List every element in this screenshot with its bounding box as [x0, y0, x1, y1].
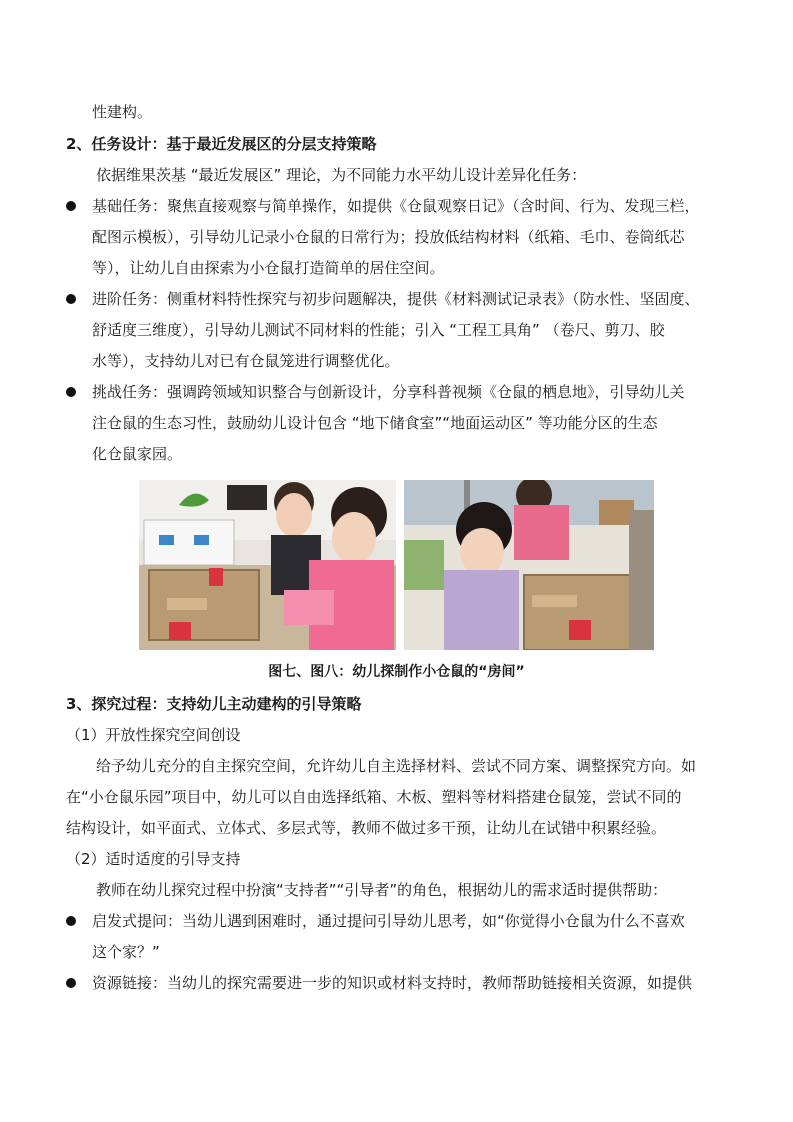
- task-challenge-line-1: 挑战任务：强调跨领域知识整合与创新设计，分享科普视频《仓鼠的栖息地》，引导幼儿关: [92, 383, 685, 401]
- subsection-1-line-1: 给予幼儿充分的自主探究空间，允许幼儿自主选择材料、尝试不同方案、调整探究方向。如: [96, 757, 697, 775]
- photo-figure-7: [139, 480, 396, 650]
- section-2-intro: 依据维果茨基 “最近发展区” 理论，为不同能力水平幼儿设计差异化任务：: [96, 166, 587, 184]
- task-basic-line-2: 配图示模板），引导幼儿记录小仓鼠的日常行为；投放低结构材料（纸箱、毛巾、卷筒纸芯: [92, 228, 685, 246]
- classroom-photo-1: [139, 480, 396, 650]
- subsection-2-intro: 教师在幼儿探究过程中扮演“支持者”“引导者”的角色，根据幼儿的需求适时提供帮助：: [96, 881, 668, 899]
- resource-link-line-1: 资源链接：当幼儿的探究需要进一步的知识或材料支持时，教师帮助链接相关资源，如提供: [92, 974, 693, 992]
- task-advanced-line-3: 水等），支持幼儿对已有仓鼠笼进行调整优化。: [92, 352, 400, 370]
- subsection-2-title: （2）适时适度的引导支持: [66, 850, 241, 868]
- task-challenge-line-3: 化仓鼠家园。: [92, 445, 183, 463]
- task-advanced-line-1: 进阶任务：侧重材料特性探究与初步问题解决，提供《材料测试记录表》（防水性、坚固度、: [92, 290, 700, 308]
- bullet-icon: [66, 916, 76, 926]
- classroom-photo-2: [404, 480, 654, 650]
- task-challenge-line-2: 注仓鼠的生态习性，鼓励幼儿设计包含 “地下储食室”“地面运动区” 等功能分区的生态: [92, 414, 658, 432]
- bullet-icon: [66, 387, 76, 397]
- bullet-icon: [66, 201, 76, 211]
- subsection-1-line-2: 在“小仓鼠乐园”项目中，幼儿可以自由选择纸箱、木板、塑料等材料搭建仓鼠笼，尝试不同的: [66, 788, 682, 806]
- bullet-icon: [66, 294, 76, 304]
- task-advanced-line-2: 舒适度三维度），引导幼儿测试不同材料的性能；引入 “工程工具角” （卷尺、剪刀、胶: [92, 321, 665, 339]
- guide-question-line-2: 这个家？”: [92, 943, 160, 961]
- photo-figure-8: [404, 480, 654, 650]
- bullet-icon: [66, 978, 76, 988]
- subsection-1-title: （1）开放性探究空间创设: [66, 726, 241, 744]
- figure-caption: 图七、图八：幼儿探制作小仓鼠的“房间”: [268, 664, 525, 680]
- guide-question-line-1: 启发式提问：当幼儿遇到困难时，通过提问引导幼儿思考，如“你觉得小仓鼠为什么不喜欢: [92, 912, 685, 930]
- section-2-heading: 2、任务设计：基于最近发展区的分层支持策略: [66, 135, 377, 153]
- paragraph-end: 性建构。: [92, 103, 153, 121]
- task-basic-line-1: 基础任务：聚焦直接观察与简单操作，如提供《仓鼠观察日记》（含时间、行为、发现三栏，: [92, 197, 700, 215]
- task-basic-line-3: 等），让幼儿自由探索为小仓鼠打造简单的居住空间。: [92, 259, 445, 277]
- subsection-1-line-3: 结构设计，如平面式、立体式、多层式等，教师不做过多干预，让幼儿在试错中积累经验。: [66, 819, 667, 837]
- section-3-heading: 3、探究过程：支持幼儿主动建构的引导策略: [66, 695, 362, 713]
